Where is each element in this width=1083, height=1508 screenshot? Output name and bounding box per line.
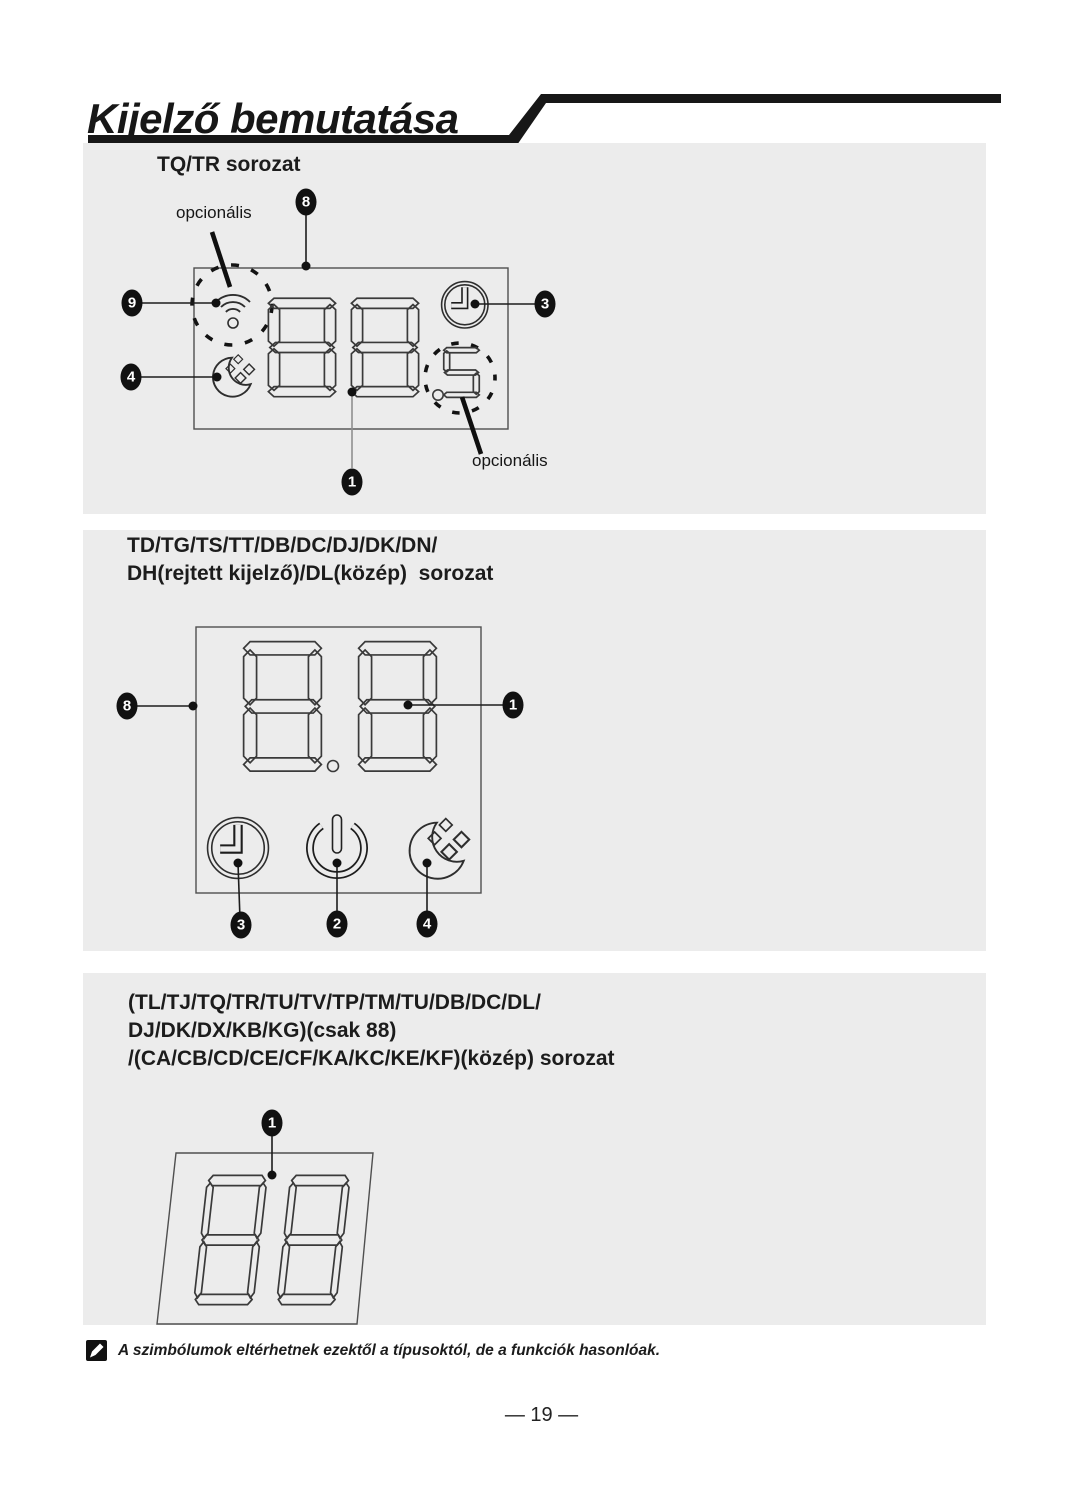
temperature-unit-icon <box>433 348 479 401</box>
callout-1: 1 <box>342 469 363 496</box>
wifi-icon <box>216 295 250 328</box>
panel3-heading-line2: DJ/DK/DX/KB/KG)(csak 88) <box>128 1019 397 1042</box>
panel1-diagram <box>83 143 986 514</box>
panel1-heading: TQ/TR sorozat <box>157 153 301 176</box>
display-frame <box>194 268 508 429</box>
optional-label-bottom: opcionális <box>472 451 548 470</box>
callout-8: 8 <box>296 189 317 216</box>
decimal-point <box>328 761 339 772</box>
optional-dashed-circle-wifi <box>192 265 272 345</box>
callout-3: 3 <box>231 912 252 939</box>
seven-segment-digits <box>193 1175 350 1304</box>
callout-anchor-dots <box>212 262 480 397</box>
callout-4: 4 <box>121 364 142 391</box>
callout-leader-lines <box>137 705 503 919</box>
panel2-heading-line2: DH(rejtett kijelző)/DL(közép) sorozat <box>127 562 494 585</box>
callout-8: 8 <box>117 693 138 720</box>
callout-4: 4 <box>417 911 438 938</box>
optional-label-top: opcionális <box>176 203 252 222</box>
callout-9: 9 <box>122 290 143 317</box>
panel2-diagram <box>83 530 986 951</box>
note-text: A szimbólumok eltérhetnek ezektől a típusoktól, de a funkciók hasonlóak. <box>118 1342 661 1359</box>
page-title: Kijelző bemutatása <box>87 95 459 142</box>
panel3-diagram <box>83 973 986 1325</box>
callout-anchor-dots <box>268 1171 277 1180</box>
panel2-heading-line1: TD/TG/TS/TT/DB/DC/DJ/DK/DN/ <box>127 534 438 557</box>
callout-3: 3 <box>535 291 556 318</box>
callout-2: 2 <box>327 911 348 938</box>
callout-1: 1 <box>262 1110 283 1137</box>
sleep-moon-icon <box>410 819 470 879</box>
panel3-heading-line3: /(CA/CB/CD/CE/CF/KA/KC/KE/KF)(közép) sorozat <box>128 1047 615 1070</box>
callout-1: 1 <box>503 692 524 719</box>
panel3-heading-line1: (TL/TJ/TQ/TR/TU/TV/TP/TM/TU/DB/DC/DL/ <box>128 991 541 1014</box>
page-number: — 19 — <box>504 1404 579 1426</box>
pencil-note-icon <box>86 1340 107 1361</box>
seven-segment-digits <box>268 298 418 396</box>
callout-leader-lines <box>140 215 535 468</box>
